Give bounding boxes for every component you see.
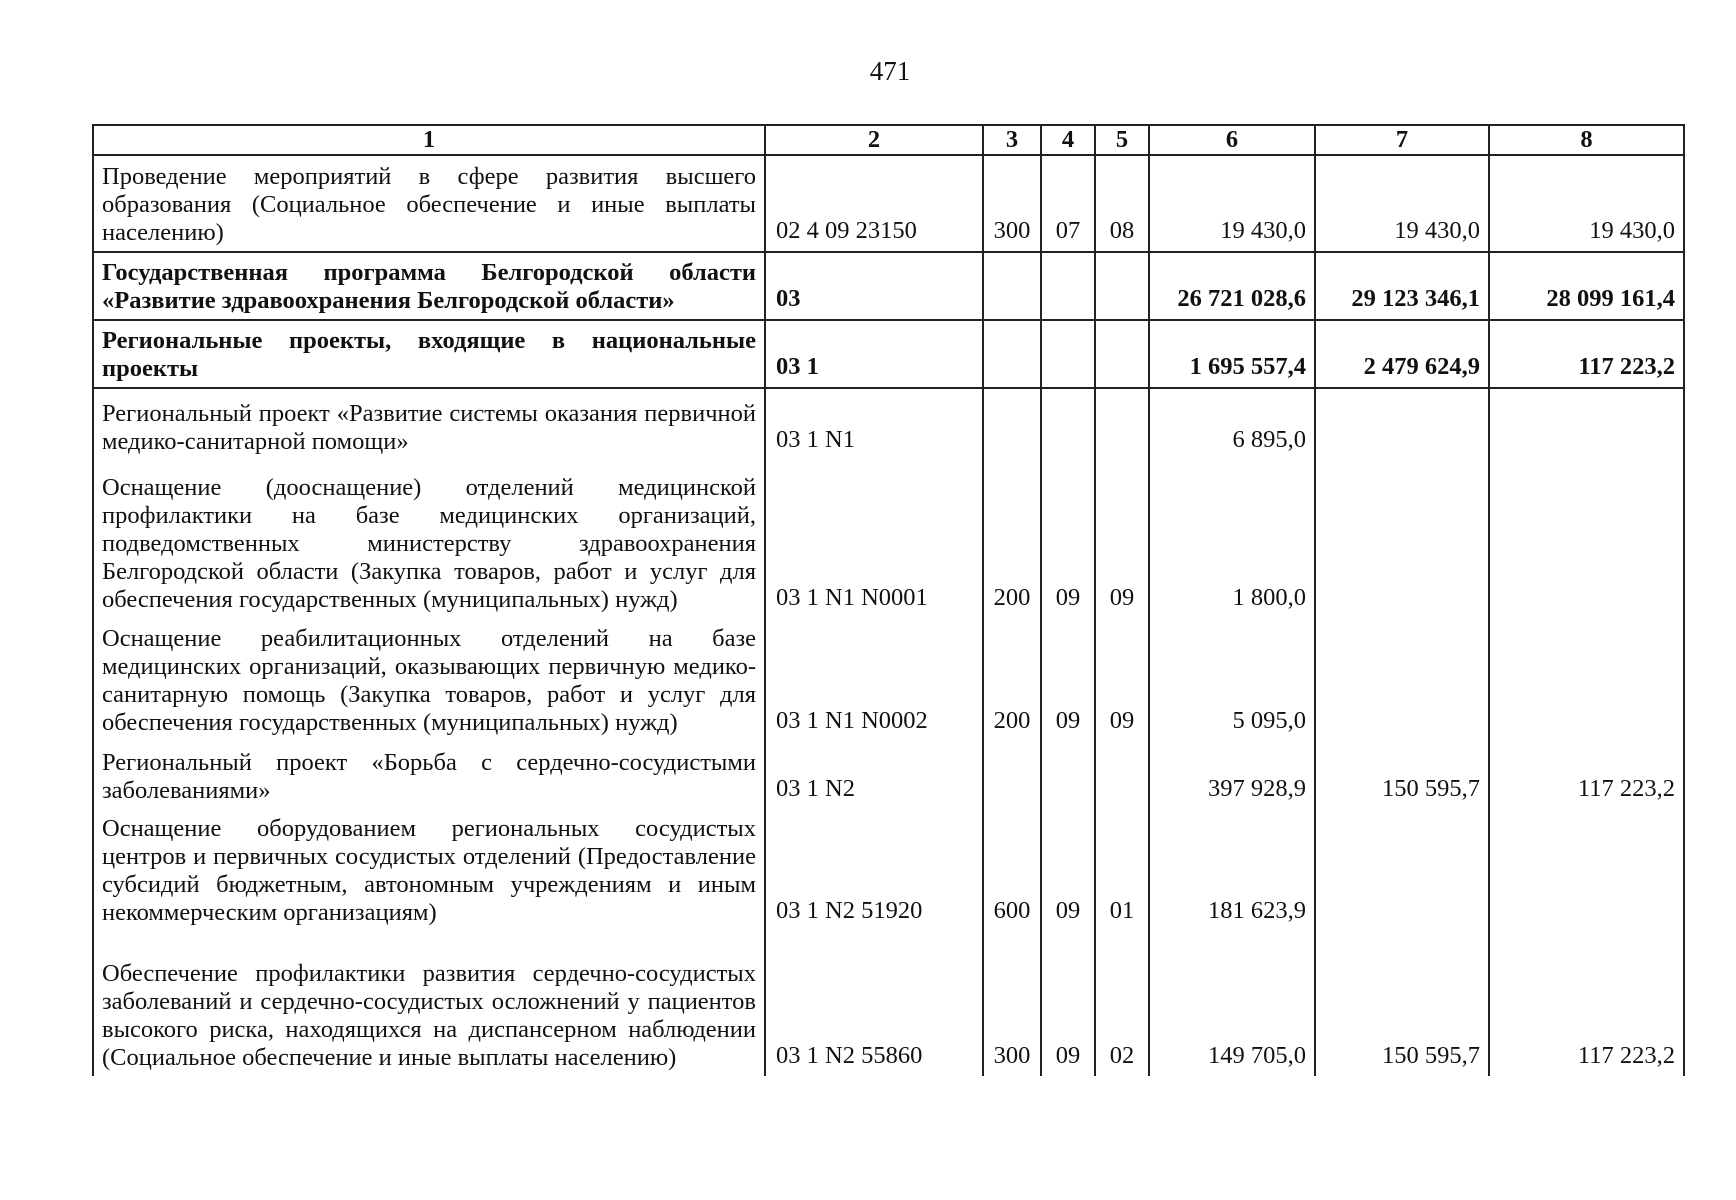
row-code: 03 1 [765,320,983,388]
column-header: 2 [765,125,983,155]
row-col4: 09 [1041,809,1095,931]
row-col4 [1041,741,1095,809]
row-col3 [983,320,1041,388]
row-name: Оснащение оборудованием региональных сосудистых центров и первичных сосудистых отделений (Предоставление субсидий бюджетным, автономным учреждениям и иным некоммерческим организациям) [93,809,765,931]
row-value-6: 6 895,0 [1149,388,1315,460]
column-header: 3 [983,125,1041,155]
table-row [93,155,1684,252]
row-col5 [1095,252,1149,320]
row-col5 [1095,388,1149,460]
table-row [93,460,1684,618]
row-name: Обеспечение профилактики развития сердечно-сосудистых заболеваний и сердечно-сосудистых осложнений у пациентов высокого риска, находящихся на диспансерном наблюдении (Социальное обеспечение и иные выплаты населению) [93,931,765,1076]
row-value-6: 1 800,0 [1149,460,1315,618]
row-value-8 [1489,618,1684,741]
row-name: Государственная программа Белгородской области «Развитие здравоохранения Белгородской области» [93,252,765,320]
row-value-7: 2 479 624,9 [1315,320,1489,388]
row-col4: 09 [1041,618,1095,741]
row-value-8: 28 099 161,4 [1489,252,1684,320]
row-name: Региональный проект «Борьба с сердечно-сосудистыми заболеваниями» [93,741,765,809]
row-code: 03 [765,252,983,320]
row-value-7: 19 430,0 [1315,155,1489,252]
row-col5: 01 [1095,809,1149,931]
row-col4: 09 [1041,931,1095,1076]
row-name: Региональный проект «Развитие системы оказания первичной медико-санитарной помощи» [93,388,765,460]
table-row [93,252,1684,320]
table-header-row [93,125,1684,155]
column-header: 8 [1489,125,1684,155]
row-col3: 300 [983,155,1041,252]
column-header: 1 [93,125,765,155]
row-value-8: 117 223,2 [1489,741,1684,809]
row-name: Региональные проекты, входящие в национальные проекты [93,320,765,388]
row-value-6: 149 705,0 [1149,931,1315,1076]
row-col5: 09 [1095,618,1149,741]
table-row [93,618,1684,741]
row-value-6: 397 928,9 [1149,741,1315,809]
table-row [93,741,1684,809]
row-value-7: 150 595,7 [1315,931,1489,1076]
row-col5 [1095,741,1149,809]
row-value-8: 19 430,0 [1489,155,1684,252]
row-col5: 09 [1095,460,1149,618]
row-col5 [1095,320,1149,388]
row-col3: 200 [983,460,1041,618]
row-code: 03 1 N1 N0001 [765,460,983,618]
row-code: 03 1 N2 51920 [765,809,983,931]
row-value-8 [1489,388,1684,460]
row-value-7: 150 595,7 [1315,741,1489,809]
column-header: 5 [1095,125,1149,155]
row-col4 [1041,388,1095,460]
row-value-6: 5 095,0 [1149,618,1315,741]
row-value-6: 19 430,0 [1149,155,1315,252]
row-code: 03 1 N2 55860 [765,931,983,1076]
row-col3: 600 [983,809,1041,931]
budget-table [92,124,1685,1076]
row-code: 03 1 N2 [765,741,983,809]
row-value-8: 117 223,2 [1489,931,1684,1076]
table-row [93,931,1684,1076]
row-value-7 [1315,460,1489,618]
row-value-8: 117 223,2 [1489,320,1684,388]
row-col5: 08 [1095,155,1149,252]
row-name: Оснащение реабилитационных отделений на базе медицинских организаций, оказывающих первичную медико-санитарную помощь (Закупка товаров, работ и услуг для обеспечения государственных (муниципальных) нужд) [93,618,765,741]
row-col3 [983,252,1041,320]
table-row [93,320,1684,388]
row-value-7 [1315,618,1489,741]
row-value-7: 29 123 346,1 [1315,252,1489,320]
row-col4 [1041,252,1095,320]
row-value-6: 1 695 557,4 [1149,320,1315,388]
row-value-8 [1489,460,1684,618]
column-header: 6 [1149,125,1315,155]
row-code: 03 1 N1 N0002 [765,618,983,741]
table-row [93,388,1684,460]
table-row [93,809,1684,931]
row-name: Оснащение (дооснащение) отделений медицинской профилактики на базе медицинских организаций, подведомственных министерству здравоохранения Белгородской области (Закупка товаров, работ и услуг для обеспечения государственных (муниципальных) нужд) [93,460,765,618]
row-value-8 [1489,809,1684,931]
row-col4 [1041,320,1095,388]
row-col4: 07 [1041,155,1095,252]
row-code: 03 1 N1 [765,388,983,460]
row-name: Проведение мероприятий в сфере развития высшего образования (Социальное обеспечение и иные выплаты населению) [93,155,765,252]
column-header: 7 [1315,125,1489,155]
page-number: 471 [869,56,911,86]
row-value-6: 26 721 028,6 [1149,252,1315,320]
row-col5: 02 [1095,931,1149,1076]
row-col3 [983,388,1041,460]
row-col3: 300 [983,931,1041,1076]
row-code: 02 4 09 23150 [765,155,983,252]
row-col4: 09 [1041,460,1095,618]
row-col3 [983,741,1041,809]
row-col3: 200 [983,618,1041,741]
row-value-6: 181 623,9 [1149,809,1315,931]
row-value-7 [1315,388,1489,460]
row-value-7 [1315,809,1489,931]
column-header: 4 [1041,125,1095,155]
